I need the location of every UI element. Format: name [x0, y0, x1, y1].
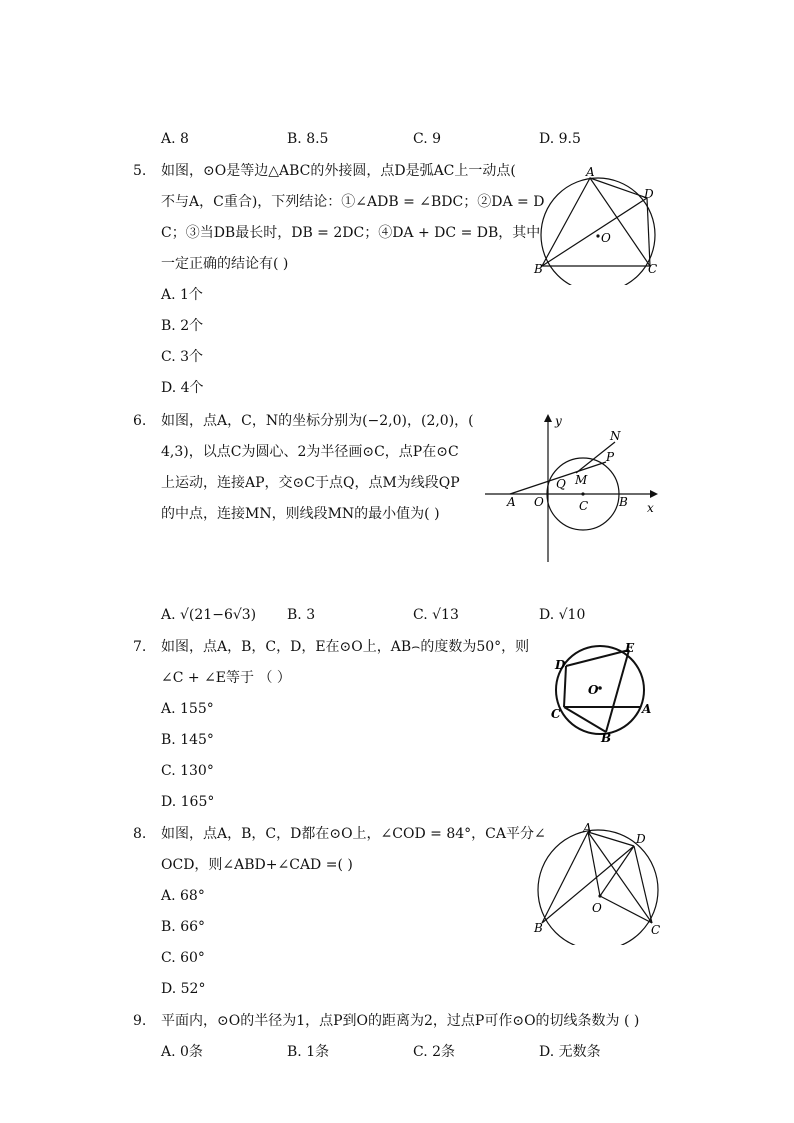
- q8-label-d: D: [636, 832, 646, 846]
- q7-number: 7.: [133, 639, 147, 655]
- q5-line-2: 不与A，C重合)，下列结论：①∠ADB = ∠BDC；②DA = D: [161, 194, 545, 210]
- q7-line-1: 如图，点A，B，C，D，E在⊙O上，AB⌢的度数为50°，则: [161, 639, 530, 655]
- q6-label-q: Q: [556, 477, 566, 491]
- q5-label-o: O: [601, 231, 611, 245]
- q5-line-ad: [590, 178, 647, 198]
- q6-label-b: B: [619, 495, 628, 509]
- q8-line-1: 如图，点A，B，C，D都在⊙O上，∠COD = 84°，CA平分∠: [161, 826, 546, 842]
- q5-line-4: 一定正确的结论有( ): [161, 256, 289, 272]
- q5-center-dot: [596, 234, 599, 237]
- q9-line-1: 平面内，⊙O的半径为1，点P到O的距离为2，过点P可作⊙O的切线条数为 ( ): [161, 1013, 640, 1029]
- q6-label-y: y: [555, 414, 562, 428]
- q4-option-c[interactable]: C. 9: [413, 131, 442, 147]
- q7-label-d: D: [555, 658, 566, 672]
- q9-number: 9.: [133, 1013, 147, 1029]
- q6-label-n: N: [610, 429, 621, 443]
- q6-label-c: C: [579, 499, 589, 513]
- q7-label-o: O: [588, 683, 599, 697]
- q8-label-o: O: [592, 901, 602, 915]
- q6-option-c[interactable]: C. √13: [413, 607, 459, 623]
- q8-line-od: [600, 846, 634, 896]
- q7-figure: [548, 638, 658, 746]
- q8-number: 8.: [133, 826, 147, 842]
- q6-figure: [480, 410, 665, 570]
- q6-x-arrow: [650, 490, 658, 498]
- q4-option-b[interactable]: B. 8.5: [287, 131, 329, 147]
- q6-label-a: A: [507, 495, 516, 509]
- q8-line-bd: [542, 846, 634, 923]
- q8-label-c: C: [651, 923, 661, 937]
- q6-y-arrow: [544, 414, 552, 422]
- q6-option-d[interactable]: D. √10: [539, 607, 586, 623]
- q6-line-2: 4,3)，以点C为圆心、2为半径画⊙C，点P在⊙C: [161, 444, 459, 460]
- q7-line-2: ∠C + ∠E等于 （ ）: [161, 670, 291, 686]
- q8-line-2: OCD，则∠ABD+∠CAD =( ): [161, 857, 353, 873]
- q7-line-eb: [606, 650, 629, 732]
- q4-option-a[interactable]: A. 8: [161, 131, 189, 147]
- q4-option-d[interactable]: D. 9.5: [539, 131, 581, 147]
- q6-line-3: 上运动，连接AP，交⊙C于点Q，点M为线段QP: [161, 475, 460, 491]
- q7-label-e: E: [625, 641, 635, 655]
- q7-label-b: B: [601, 731, 612, 745]
- q6-label-x: x: [647, 501, 654, 515]
- q8-line-ab: [542, 832, 588, 923]
- q8-line-dc: [634, 846, 652, 923]
- q5-option-d[interactable]: D. 4个: [161, 380, 204, 396]
- q8-line-ad: [588, 832, 634, 846]
- q5-label-a: A: [586, 165, 595, 179]
- q6-option-a[interactable]: A. √(21−6√3): [161, 607, 257, 623]
- q7-center-dot: [598, 686, 602, 690]
- q7-circle: [556, 646, 644, 734]
- q5-circle: [541, 178, 658, 285]
- q8-option-a[interactable]: A. 68°: [161, 888, 205, 904]
- q6-label-p: P: [606, 450, 615, 464]
- q5-label-d: D: [644, 187, 654, 201]
- q6-line-1: 如图，点A，C，N的坐标分别为(−2,0)，(2,0)，(: [161, 413, 474, 429]
- q5-label-b: B: [534, 262, 543, 276]
- q6-number: 6.: [133, 413, 147, 429]
- q7-option-c[interactable]: C. 130°: [161, 763, 214, 779]
- q9-option-c[interactable]: C. 2条: [413, 1044, 456, 1060]
- q6-option-b[interactable]: B. 3: [287, 607, 316, 623]
- q9-option-b[interactable]: B. 1条: [287, 1044, 330, 1060]
- q7-label-c: C: [551, 707, 561, 721]
- q7-line-dc: [564, 666, 566, 707]
- q5-figure: [530, 160, 670, 285]
- q8-option-b[interactable]: B. 66°: [161, 919, 206, 935]
- q8-center-dot: [598, 894, 601, 897]
- q6-center-dot: [581, 492, 584, 495]
- q7-line-cb: [564, 707, 606, 732]
- q7-option-b[interactable]: B. 145°: [161, 732, 214, 748]
- q6-line-4: 的中点，连接MN，则线段MN的最小值为( ): [161, 506, 440, 522]
- q8-option-d[interactable]: D. 52°: [161, 981, 206, 997]
- q5-line-1: 如图，⊙O是等边△ABC的外接圆，点D是弧AC上一动点(: [161, 163, 516, 179]
- q5-line-3: C；③当DB最长时，DB = 2DC；④DA + DC = DB，其中: [161, 225, 541, 241]
- q5-option-a[interactable]: A. 1个: [161, 287, 203, 303]
- q7-option-d[interactable]: D. 165°: [161, 794, 215, 810]
- q8-label-b: B: [534, 921, 543, 935]
- q8-label-a: A: [583, 821, 592, 835]
- q8-line-ao: [588, 832, 600, 896]
- q6-label-m: M: [575, 473, 588, 487]
- q5-label-c: C: [648, 262, 658, 276]
- q9-option-d[interactable]: D. 无数条: [539, 1044, 601, 1060]
- q7-label-a: A: [642, 702, 652, 716]
- q6-label-o: O: [534, 495, 544, 509]
- q5-option-b[interactable]: B. 2个: [161, 318, 204, 334]
- q8-option-c[interactable]: C. 60°: [161, 950, 205, 966]
- q5-option-c[interactable]: C. 3个: [161, 349, 204, 365]
- q8-figure: [530, 820, 670, 945]
- q8-line-oc: [600, 896, 652, 923]
- q9-option-a[interactable]: A. 0条: [161, 1044, 203, 1060]
- q7-option-a[interactable]: A. 155°: [161, 701, 214, 717]
- q5-number: 5.: [133, 163, 147, 179]
- q5-line-bd: [542, 198, 647, 266]
